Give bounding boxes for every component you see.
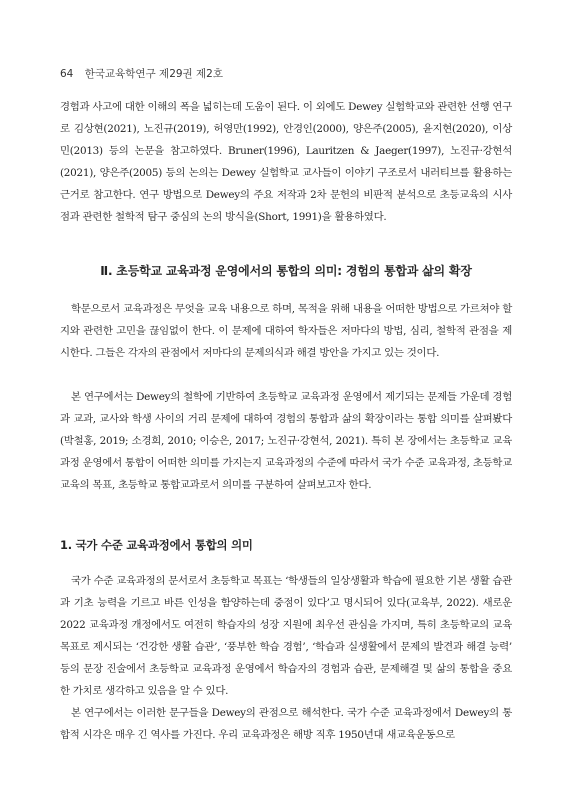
paragraph-3: 본 연구에서는 Dewey의 철학에 기반하여 초등학교 교육과정 운영에서 제기되는 문제들 가운데 경험과 교과, 교사와 학생 사이의 거리 문제에 대하여 경험의 통합과 삶의 확장이라는 통합 의미를 살펴봤다(박철홍, 2019; 소경희, 2010; 이승은, 2017; 노진규·강현석, 2021). 특히 본 장에서는 초등학교 교육과정 운영에서 통합이 어떠한 의미를 가지는지 교육과정의 수준에 따라서 국가 수준 교육과정, 초등학교 교육의 목표, 초등학교 통합교과로서 의미를 구분하여 살펴보고자 한다. — [60, 391, 512, 491]
paragraph-2: 학문으로서 교육과정은 무엇을 교육 내용으로 하며, 목적을 위해 내용을 어떠한 방법으로 가르쳐야 할지와 관련한 고민을 끊임없이 한다. 이 문제에 대하여 학자들은 저마다의 방법, 심리, 철학적 관점을 제시한다. 그들은 각자의 관점에서 저마다의 문제의식과 해결 방안을 가지고 있는 것이다. — [60, 303, 512, 359]
running-header — [60, 66, 223, 81]
section-heading: Ⅱ. 초등학교 교육과정 운영에서의 통합의 의미: 경험의 통합과 삶의 확장 — [100, 264, 472, 278]
journal-title: 한국교육학연구 제29권 제2호 — [84, 68, 224, 80]
subsection-heading: 1. 국가 수준 교육과정에서 통합의 의미 — [60, 538, 253, 552]
paragraph-5: 본 연구에서는 이러한 문구들을 Dewey의 관점으로 해석한다. 국가 수준 교육과정에서 Dewey의 통합적 시각은 매우 긴 역사를 가진다. 우리 교육과정은 해방 직후 1950년대 새교육운동으로 — [60, 707, 512, 741]
paragraph-4: 국가 수준 교육과정의 문서로서 초등학교 목표는 ‘학생들의 일상생활과 학습에 필요한 기본 생활 습관과 기초 능력을 기르고 바른 인성을 함양하는데 중점이 있다’고 명시되어 있다(교육부, 2022). 새로운 2022 교육과정 개정에서도 여전히 학습자의 성장 지원에 최우선 관심을 가지며, 특히 초등학교의 교육 목표로 제시되는 ‘건강한 생활 습관’, ‘풍부한 학습 경험’, ‘학습과 실생활에서 문제의 발견과 해결 능력’ 등의 문장 진술에서 초등학교 교육과정 운영에서 학습자의 경험과 습관, 문제해결 및 삶의 통합을 중요한 가치로 생각하고 있음을 알 수 있다. — [60, 575, 512, 697]
page-number: 64 — [60, 68, 74, 80]
paragraph-1: 경험과 사고에 대한 이해의 폭을 넓히는데 도움이 된다. 이 외에도 Dewey 실험학교와 관련한 선행 연구로 김상현(2021), 노진규(2019), 허영만(1992), 안경인(2000), 양은주(2005), 윤지현(2020), 이상민(2013) 등의 논문을 참고하였다. Bruner(1996), Lauritzen & Jaeger(1997), 노진규·강현석(2021), 양은주(2005) 등의 논의는 Dewey 실험학교 교사들이 이야기 구조로서 내러티브를 활용하는 근거로 참고한다. 연구 방법으로 Dewey의 주요 저작과 2차 문헌의 비판적 분석으로 초등교육의 시사점과 관련한 철학적 탐구 중심의 논의 방식을(Short, 1991)을 활용하였다. — [60, 101, 512, 223]
